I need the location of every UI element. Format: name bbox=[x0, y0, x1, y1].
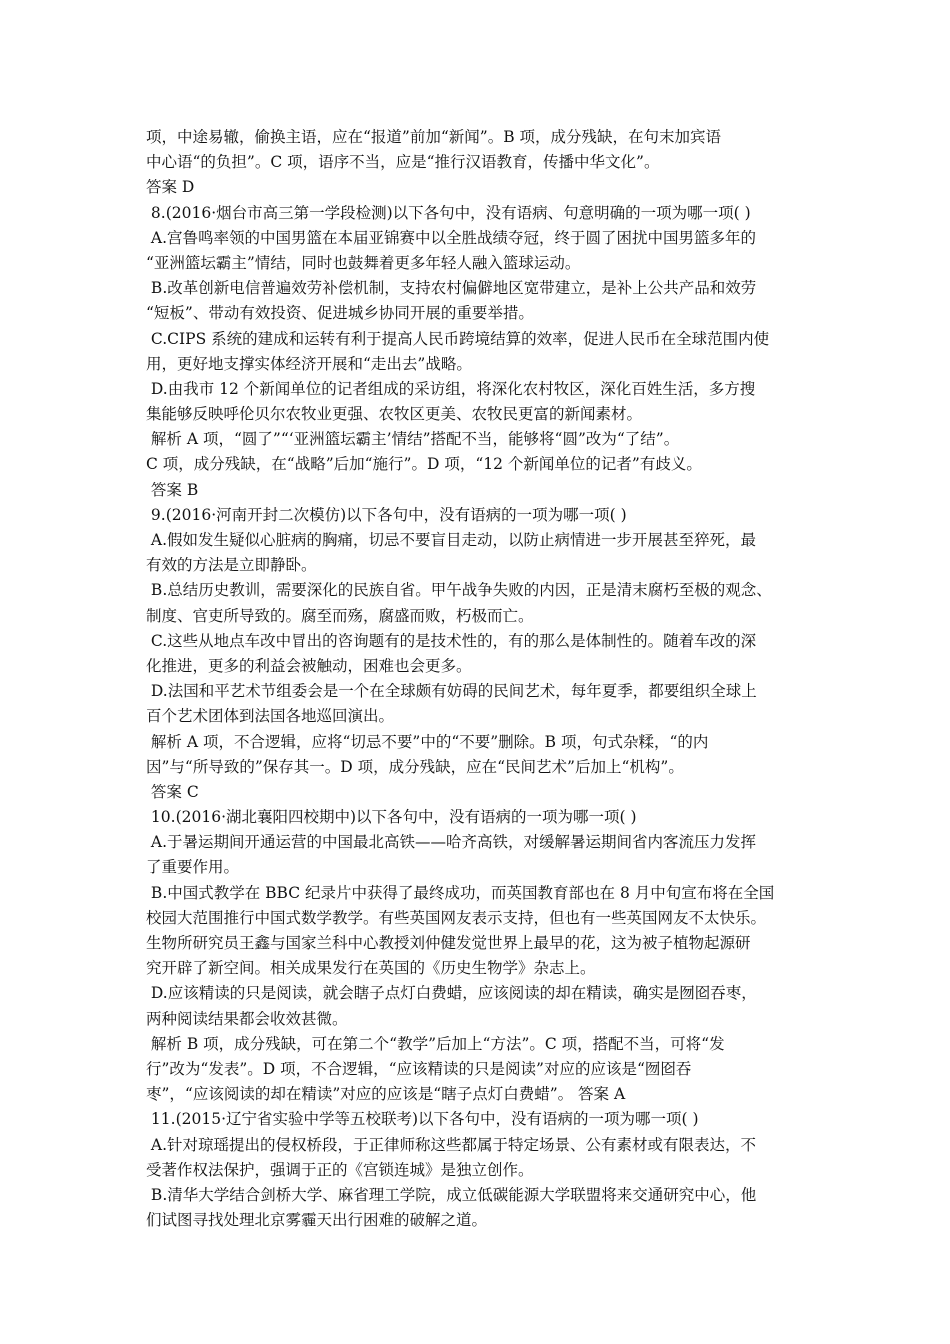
text-line: 了重要作用。 bbox=[146, 858, 240, 877]
text-line: 因”与“所导致的”保存其一。D 项，成分残缺，应在“民间艺术”后加上“机构”。 bbox=[146, 757, 684, 776]
text-line: 9.(2016·河南开封二次模仿)以下各句中，没有语病的一项为哪一项( ) bbox=[146, 505, 627, 524]
text-line: 解析 B 项，成分残缺，可在第二个“教学”后加上“方法”。C 项，搭配不当，可将“发 bbox=[146, 1034, 725, 1053]
text-line: 项，中途易辙，偷换主语，应在“报道”前加“新闻”。B 项，成分残缺，在句末加宾语 bbox=[146, 128, 722, 146]
text-line: 制度、官吏所导致的。腐至而殇，腐盛而败，朽极而亡。 bbox=[146, 606, 534, 625]
text-line: “亚洲篮坛霸主”情结，同时也鼓舞着更多年轻人融入篮球运动。 bbox=[146, 253, 581, 272]
text-line: D.应该精读的只是阅读，就会瞎子点灯白费蜡，应该阅读的却在精读，确实是囫囵吞枣， bbox=[146, 984, 757, 1003]
text-line: B.总结历史教训，需要深化的民族自省。甲午战争失败的内因，正是清末腐朽至极的观念、 bbox=[146, 581, 772, 600]
text-line: C 项，成分残缺，在“战略”后加“施行”。D 项，“12 个新闻单位的记者”有歧义。 bbox=[146, 455, 702, 474]
text-line: A.针对琼瑶提出的侵权桥段，于正律师称这些都属于特定场景、公有素材或有限表达，不 bbox=[146, 1135, 757, 1154]
text-line: A.宫鲁鸣率领的中国男篮在本届亚锦赛中以全胜战绩夺冠，终于圆了困扰中国男篮多年的 bbox=[146, 228, 757, 247]
text-line: 两种阅读结果都会收效甚微。 bbox=[146, 1009, 348, 1028]
text-line: 集能够反映呼伦贝尔农牧业更强、农牧区更美、农牧民更富的新闻素材。 bbox=[146, 405, 643, 424]
text-line: 校园大范围推行中国式数学教学。有些英国网友表示支持，但也有一些英国网友不太快乐。 bbox=[146, 908, 767, 927]
text-line: D.由我市 12 个新闻单位的记者组成的采访组，将深化农村牧区，深化百姓生活，多方搜 bbox=[146, 379, 756, 398]
text-line: 答案 B bbox=[146, 480, 199, 499]
text-line: 百个艺术团体到法国各地巡回演出。 bbox=[146, 707, 395, 726]
text-line: 受著作权法保护，强调于正的《宫锁连城》是独立创作。 bbox=[146, 1160, 534, 1179]
text-line: 11.(2015·辽宁省实验中学等五校联考)以下各句中，没有语病的一项为哪一项( ) bbox=[146, 1110, 699, 1129]
text-line: 答案 D bbox=[146, 178, 195, 197]
text-line: “短板”、带动有效投资、促进城乡协同开展的重要举措。 bbox=[146, 304, 534, 323]
text-line: C.这些从地点车改中冒出的咨询题有的是技术性的，有的那么是体制性的。随着车改的深 bbox=[146, 631, 757, 650]
text-line: 用，更好地支撑实体经济开展和“走出去”战略。 bbox=[146, 354, 472, 373]
text-line: 们试图寻找处理北京雾霾天出行困难的破解之道。 bbox=[146, 1211, 488, 1230]
text-line: 中心语“的负担”。C 项，语序不当，应是“推行汉语教育，传播中华文化”。 bbox=[146, 153, 660, 172]
text-line: A.于暑运期间开通运营的中国最北高铁——哈齐高铁，对缓解暑运期间省内客流压力发挥 bbox=[146, 833, 757, 852]
document-body bbox=[146, 125, 814, 1233]
text-line: 8.(2016·烟台市高三第一学段检测)以下各句中，没有语病、句意明确的一项为哪一项( ) bbox=[146, 203, 751, 222]
text-line: 解析 A 项，不合逻辑，应将“切忌不要”中的“不要”删除。B 项，句式杂糅，“的内 bbox=[146, 732, 709, 751]
text-line: B.清华大学结合剑桥大学、麻省理工学院，成立低碳能源大学联盟将来交通研究中心，他 bbox=[146, 1185, 757, 1204]
text-line: 有效的方法是立即静卧。 bbox=[146, 556, 317, 575]
text-line: C.CIPS 系统的建成和运转有利于提高人民币跨境结算的效率，促进人民币在全球范围内使 bbox=[146, 329, 770, 348]
text-line: 究开辟了新空间。相关成果发行在英国的《历史生物学》杂志上。 bbox=[146, 959, 596, 978]
text-line: 化推进，更多的利益会被触动，困难也会更多。 bbox=[146, 656, 472, 675]
text-line: 解析 A 项，“圆了”“‘亚洲篮坛霸主’情结”搭配不当，能够将“圆”改为“了结”。 bbox=[146, 430, 680, 449]
text-line: 答案 C bbox=[146, 782, 199, 801]
text-line: B.中国式教学在 BBC 纪录片中获得了最终成功，而英国教育部也在 8 月中旬宣布将在全国 bbox=[146, 883, 775, 902]
text-line: A.假如发生疑似心脏病的胸痛，切忌不要盲目走动，以防止病情进一步开展甚至猝死，最 bbox=[146, 531, 757, 549]
text-line: 10.(2016·湖北襄阳四校期中)以下各句中，没有语病的一项为哪一项( ) bbox=[146, 808, 637, 827]
text-line: 行”改为“发表”。D 项，不合逻辑，“应该精读的只是阅读”对应的应该是“囫囵吞 bbox=[146, 1059, 692, 1078]
text-line: B.改革创新电信普遍效劳补偿机制，支持农村偏僻地区宽带建立，是补上公共产品和效劳 bbox=[146, 279, 757, 298]
text-line: 生物所研究员王鑫与国家兰科中心教授刘仲健发觉世界上最早的花，这为被子植物起源研 bbox=[146, 934, 751, 952]
text-line: D.法国和平艺术节组委会是一个在全球颇有妨碍的民间艺术，每年夏季，都要组织全球上 bbox=[146, 682, 757, 701]
text-line: 枣”，“应该阅读的却在精读”对应的应该是“瞎子点灯白费蜡”。 答案 A bbox=[146, 1085, 626, 1104]
